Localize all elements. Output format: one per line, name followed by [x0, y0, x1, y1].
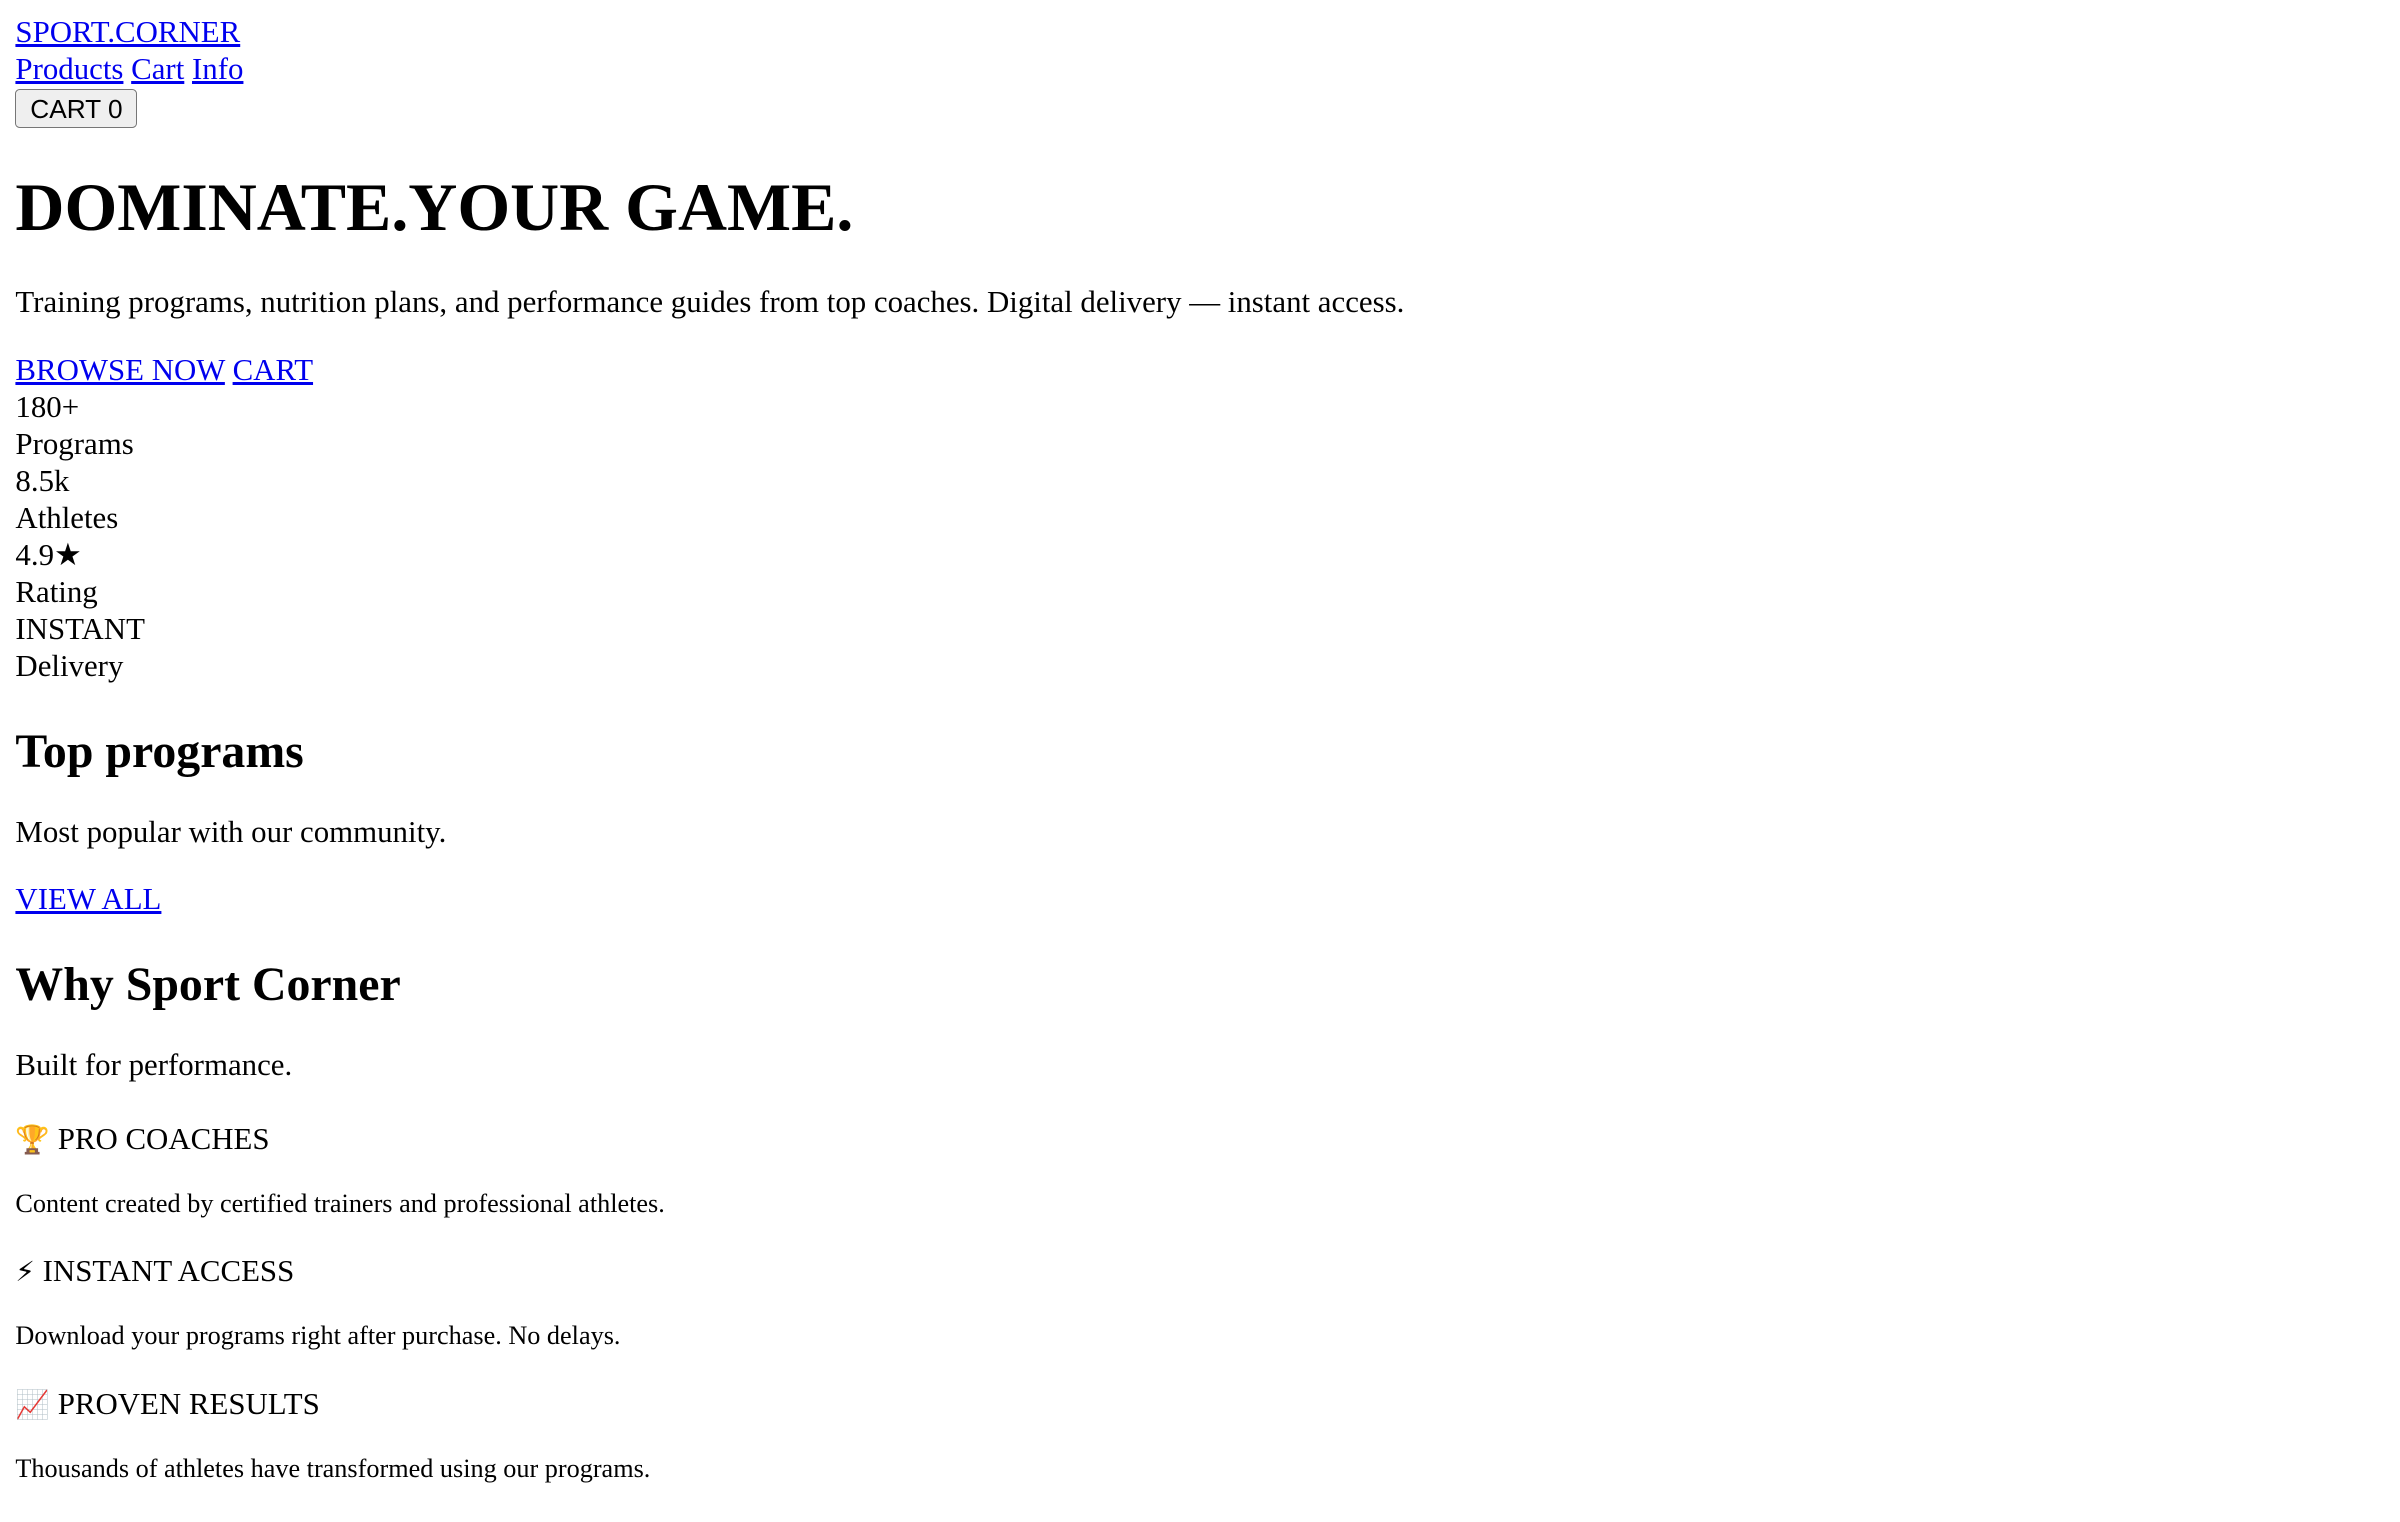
feature-pro-coaches [15, 1121, 1404, 1220]
main-nav [15, 51, 1404, 88]
page-content [15, 14, 1404, 1519]
stat-athletes-value: 8.5k [15, 464, 70, 499]
browse-now-link[interactable]: BROWSE NOW [15, 353, 225, 388]
stat-programs-value: 180+ [15, 390, 80, 425]
view-all-row [15, 881, 1404, 918]
feature-description: Thousands of athletes have transformed using our programs. [15, 1453, 651, 1483]
stat-athletes-label: Athletes [15, 501, 119, 536]
feature-instant-access [15, 1253, 1404, 1352]
stat-programs-label: Programs [15, 427, 134, 462]
nav-cart-link[interactable]: Cart [131, 51, 185, 86]
hero-subtitle: Training programs, nutrition plans, and performance guides from top coaches. Digital delivery — instant access. [15, 285, 1405, 320]
stat-delivery-value: INSTANT [15, 612, 145, 647]
lightning-icon: ⚡ [15, 1255, 35, 1289]
stat-rating-value: 4.9★ [15, 538, 82, 573]
stats [15, 389, 1404, 685]
why-title: Why Sport Corner [15, 957, 401, 1011]
feature-title-text: PROVEN RESULTS [57, 1387, 320, 1421]
view-all-link[interactable]: VIEW ALL [15, 882, 162, 917]
hero-title: DOMINATE.YOUR GAME. [15, 169, 854, 246]
stat-rating-label: Rating [15, 575, 98, 610]
hero-cart-link[interactable]: CART [232, 353, 314, 388]
feature-description: Content created by certified trainers and professional athletes. [15, 1188, 665, 1218]
feature-title [15, 1253, 1404, 1290]
nav-products-link[interactable]: Products [15, 51, 124, 86]
why-subtitle: Built for performance. [15, 1047, 293, 1082]
feature-description: Download your programs right after purchase. No delays. [15, 1321, 621, 1351]
logo-link[interactable]: SPORT.CORNER [15, 14, 241, 49]
features-list [15, 1121, 1404, 1485]
cart-button-row [15, 88, 1404, 129]
top-programs-subtitle: Most popular with our community. [15, 814, 447, 849]
nav-info-link[interactable]: Info [192, 51, 244, 86]
cart-button[interactable]: CART 0 [15, 89, 137, 128]
header [15, 14, 1404, 51]
feature-proven-results [15, 1386, 1404, 1485]
stat-delivery-label: Delivery [15, 649, 124, 684]
trophy-icon: 🏆 [15, 1122, 50, 1156]
chart-increasing-icon: 📈 [15, 1388, 50, 1421]
top-programs-title: Top programs [15, 724, 304, 778]
feature-title [15, 1386, 1404, 1423]
feature-title-text: PRO COACHES [57, 1121, 270, 1156]
hero-actions [15, 352, 1404, 389]
feature-title [15, 1121, 1404, 1158]
feature-title-text: INSTANT ACCESS [42, 1254, 295, 1289]
